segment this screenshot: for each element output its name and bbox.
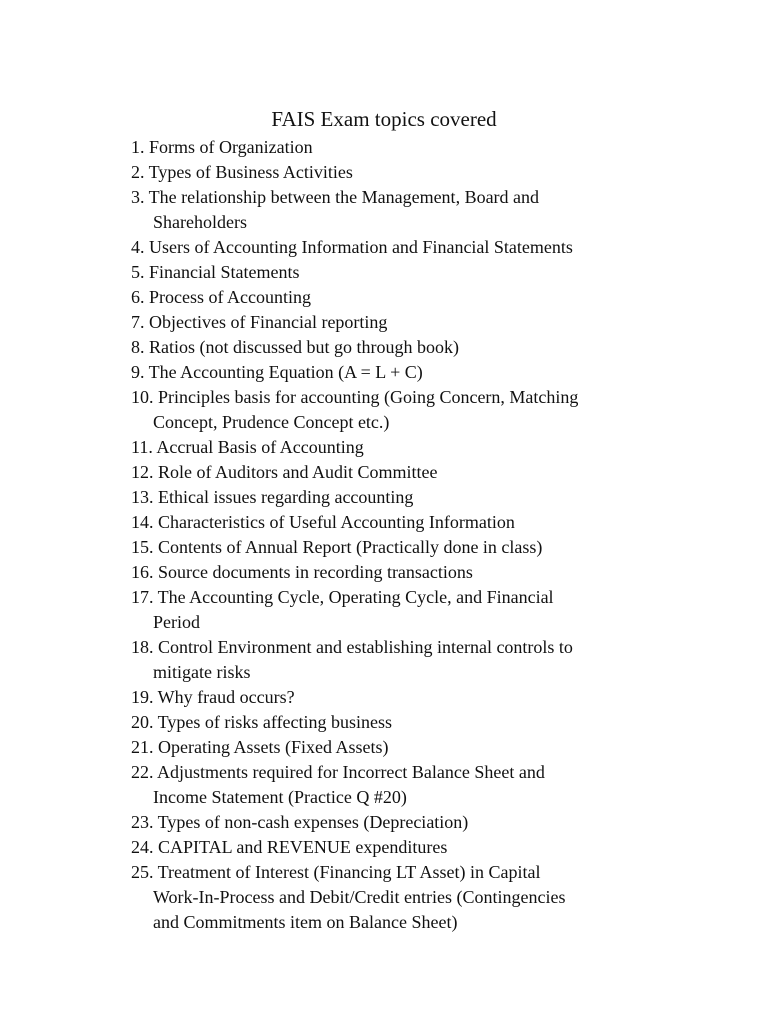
topic-item: [131, 860, 671, 935]
topic-item: [131, 385, 671, 435]
topic-item: [131, 635, 671, 685]
topic-item: [131, 810, 671, 835]
topic-item: [131, 235, 671, 260]
topic-text: 8. Ratios (not discussed but go through book): [131, 337, 459, 357]
topic-item: [131, 335, 671, 360]
topic-item: [131, 360, 671, 385]
topic-item: [131, 260, 671, 285]
topic-item: [131, 135, 671, 160]
topic-item: [131, 310, 671, 335]
topic-item: [131, 835, 671, 860]
topic-text: 11. Accrual Basis of Accounting: [131, 437, 364, 457]
topic-text: 4. Users of Accounting Information and Financial Statements: [131, 237, 573, 257]
topic-text: 24. CAPITAL and REVENUE expenditures: [131, 837, 448, 857]
topic-item: [131, 460, 671, 485]
topic-text: 25. Treatment of Interest (Financing LT Asset) in Capital: [131, 862, 541, 882]
topic-text: 21. Operating Assets (Fixed Assets): [131, 737, 389, 757]
topic-text: 6. Process of Accounting: [131, 287, 311, 307]
topic-item: [131, 685, 671, 710]
page-title: FAIS Exam topics covered: [271, 107, 497, 131]
topic-text: 20. Types of risks affecting business: [131, 712, 393, 732]
topic-text-continuation: mitigate risks: [153, 662, 251, 682]
topic-text: 10. Principles basis for accounting (Going Concern, Matching: [131, 387, 579, 407]
topic-text-continuation: Period: [153, 612, 200, 632]
topic-item: [131, 760, 671, 810]
topic-text: 3. The relationship between the Management, Board and: [131, 187, 540, 207]
topic-text: 18. Control Environment and establishing internal controls to: [131, 637, 573, 657]
topic-item: [131, 710, 671, 735]
topic-text: 17. The Accounting Cycle, Operating Cycle, and Financial: [131, 587, 554, 607]
topic-text: 15. Contents of Annual Report (Practically done in class): [131, 537, 543, 557]
topic-text: 2. Types of Business Activities: [131, 162, 353, 182]
topic-text: 14. Characteristics of Useful Accounting Information: [131, 512, 515, 532]
topic-text: 16. Source documents in recording transactions: [131, 562, 473, 582]
topic-text-continuation: Work-In-Process and Debit/Credit entries (Contingencies: [153, 887, 566, 907]
topic-text: 5. Financial Statements: [131, 262, 300, 282]
topic-text: 7. Objectives of Financial reporting: [131, 312, 388, 332]
topic-item: [131, 735, 671, 760]
topic-text: 22. Adjustments required for Incorrect Balance Sheet and: [131, 762, 545, 782]
topic-text-continuation: Shareholders: [153, 212, 247, 232]
topic-item: [131, 560, 671, 585]
topic-text: 13. Ethical issues regarding accounting: [131, 487, 414, 507]
topic-item: [131, 535, 671, 560]
topic-item: [131, 485, 671, 510]
topic-item: [131, 160, 671, 185]
topic-text: 9. The Accounting Equation (A = L + C): [131, 362, 423, 382]
topic-item: [131, 435, 671, 460]
topic-text: 19. Why fraud occurs?: [131, 687, 295, 707]
topic-text-continuation: Income Statement (Practice Q #20): [153, 787, 407, 807]
topics-list: [131, 135, 671, 935]
topic-text: 23. Types of non-cash expenses (Depreciation): [131, 812, 469, 832]
topic-text: 1. Forms of Organization: [131, 137, 313, 157]
topic-item: [131, 510, 671, 535]
topic-item: [131, 285, 671, 310]
topic-item: [131, 185, 671, 235]
topic-text-continuation: and Commitments item on Balance Sheet): [153, 912, 458, 932]
topic-text-continuation: Concept, Prudence Concept etc.): [153, 412, 390, 432]
topic-item: [131, 585, 671, 635]
topic-text: 12. Role of Auditors and Audit Committee: [131, 462, 438, 482]
